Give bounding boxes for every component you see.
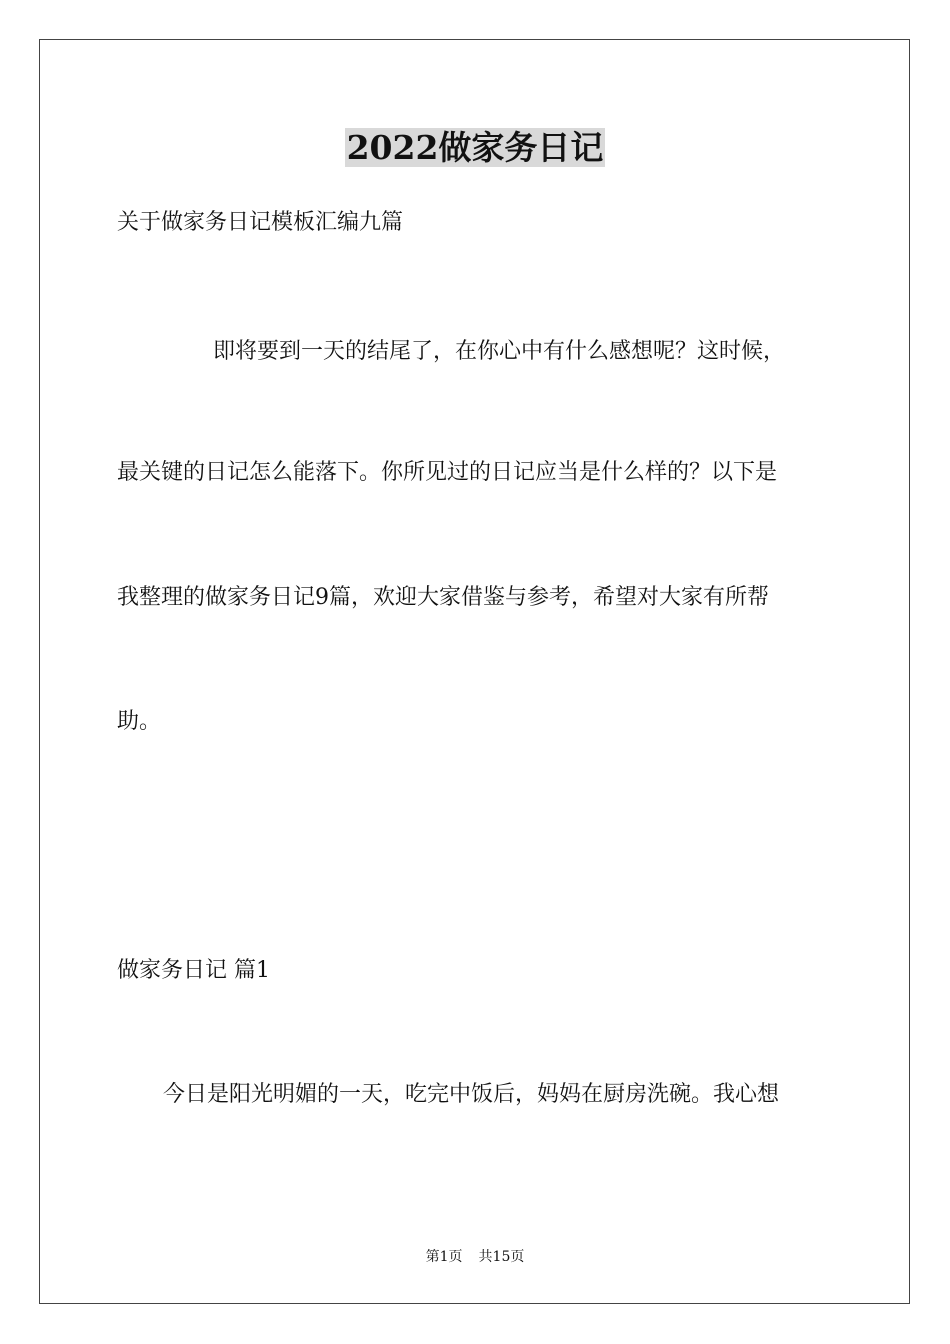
section-line-1: 今日是阳光明媚的一天，吃完中饭后，妈妈在厨房洗碗。我心想 <box>163 1082 780 1107</box>
intro-line-1: 即将要到一天的结尾了，在你心中有什么感想呢？这时候， <box>213 339 786 364</box>
document-title <box>0 126 950 170</box>
page-total: 共15页 <box>478 1249 525 1265</box>
page-footer <box>0 1247 950 1267</box>
document-subtitle: 关于做家务日记模板汇编九篇 <box>117 210 404 235</box>
intro-line-2: 最关键的日记怎么能落下。你所见过的日记应当是什么样的？以下是 <box>117 460 778 485</box>
intro-line-3: 我整理的做家务日记9篇，欢迎大家借鉴与参考，希望对大家有所帮 <box>117 585 769 610</box>
page-number: 第1页 <box>425 1249 463 1265</box>
document-title-text: 2022做家务日记 <box>346 128 604 167</box>
section-heading: 做家务日记 篇1 <box>117 958 270 983</box>
intro-line-4: 助。 <box>117 709 162 734</box>
